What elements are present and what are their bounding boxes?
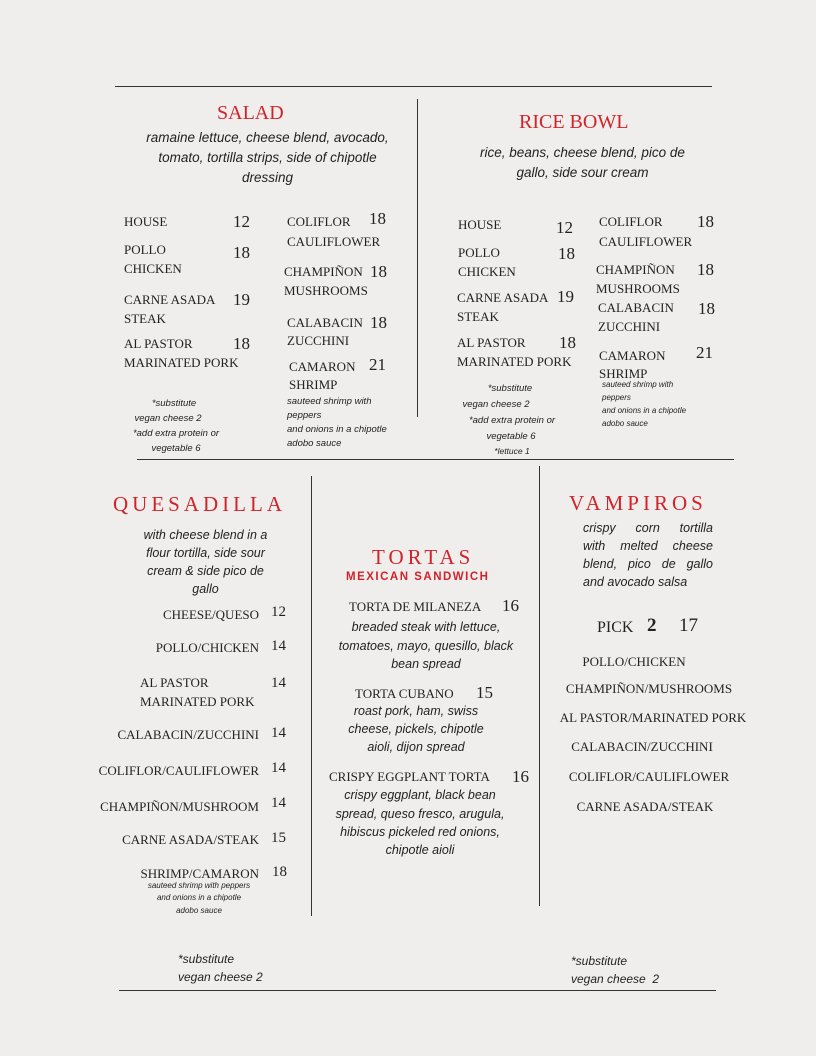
salad-note-2: vegan cheese 2 [134, 413, 202, 424]
salad-price-pollo: 18 [233, 243, 250, 262]
rice-price-camaron: 21 [696, 343, 713, 362]
rice-shrimp-note-4: adobo sauce [602, 419, 648, 428]
rice-note-2: vegan cheese 2 [462, 399, 530, 410]
quesadilla-tortas-divider [311, 476, 312, 916]
vampiros-item-coliflor: COLIFLOR/CAULIFLOWER [568, 769, 730, 784]
rice-item-coliflor-sub: CAULIFLOWER [599, 234, 693, 249]
torta-desc-eggplant-2: spread, queso fresco, arugula, [335, 807, 505, 821]
salad-item-house: HOUSE [124, 214, 168, 229]
quesadilla-price-pastor: 14 [271, 675, 286, 691]
rice-item-carne-sub: STEAK [457, 309, 499, 324]
salad-shrimp-note-1: sauteed shrimp with [287, 396, 372, 407]
rice-item-camaron: CAMARON [599, 348, 666, 363]
rice-item-calabacin: CALABACIN [598, 300, 674, 315]
quesadilla-price-champinon: 14 [271, 795, 286, 811]
quesadilla-note-1: *substitute [178, 952, 235, 966]
rice-item-pollo-sub: CHICKEN [458, 264, 516, 279]
top-rule [115, 86, 712, 87]
vampiros-item-carne: CARNE ASADA/STEAK [576, 799, 714, 814]
torta-desc-milaneza-1: breaded steak with lettuce, [351, 620, 501, 634]
salad-item-coliflor: COLIFLOR [287, 214, 351, 229]
torta-price-milaneza: 16 [502, 596, 519, 615]
salad-shrimp-note-4: adobo sauce [287, 438, 342, 449]
rice-item-carne: CARNE ASADA [457, 290, 549, 305]
salad-note-4: vegetable 6 [151, 443, 201, 454]
salad-title: SALAD [217, 102, 284, 124]
torta-desc-eggplant-1: crispy eggplant, black bean [344, 788, 496, 802]
quesadilla-item-pastor: AL PASTOR [140, 675, 209, 690]
vampiros-item-pastor: AL PASTOR/MARINATED PORK [559, 710, 747, 725]
bottom-rule [119, 990, 716, 991]
salad-item-pollo: POLLO [124, 242, 166, 257]
rice-item-pollo: POLLO [458, 245, 500, 260]
torta-desc-eggplant-4: chipotle aioli [385, 843, 455, 857]
rice-item-champinon-sub: MUSHROOMS [596, 281, 680, 296]
salad-item-pollo-sub: CHICKEN [124, 261, 182, 276]
rice-item-pastor-sub: MARINATED PORK [457, 354, 572, 369]
vampiros-pick-count: 2 [647, 615, 657, 636]
rice-note-5: *lettuce 1 [494, 446, 530, 456]
vampiros-item-champinon: CHAMPIÑON/MUSHROOMS [565, 681, 733, 696]
salad-shrimp-note-2: peppers [287, 410, 322, 421]
quesadilla-shrimp-note-1: sauteed shrimp with peppers [147, 881, 251, 890]
salad-price-camaron: 21 [369, 355, 386, 374]
salad-item-coliflor-sub: CAULIFLOWER [287, 234, 381, 249]
torta-price-cubano: 15 [476, 683, 493, 702]
salad-rice-divider [417, 99, 418, 417]
rice-shrimp-note-1: sauteed shrimp with [602, 380, 674, 389]
vampiros-pick-price: 17 [679, 615, 698, 636]
quesadilla-price-coliflor: 14 [271, 760, 286, 776]
torta-item-eggplant: CRISPY EGGPLANT TORTA [329, 769, 490, 784]
vampiros-desc-1: crispy corn tortilla [583, 521, 713, 535]
quesadilla-item-pollo: POLLO/CHICKEN [155, 640, 259, 655]
quesadilla-shrimp-note-2: and onions in a chipotle [156, 893, 242, 902]
quesadilla-price-calabacin: 14 [271, 725, 286, 741]
salad-item-champinon: CHAMPIÑON [284, 264, 363, 279]
quesadilla-item-champinon: CHAMPIÑON/MUSHROOM [100, 799, 259, 814]
quesadilla-item-coliflor: COLIFLOR/CAULIFLOWER [98, 763, 259, 778]
salad-item-pastor-sub: MARINATED PORK [124, 355, 239, 370]
rice-item-house: HOUSE [458, 217, 502, 232]
rice-bowl-description: rice, beans, cheese blend, pico de gallo, side sour cream [480, 145, 685, 180]
torta-desc-milaneza-2: tomatoes, mayo, quesillo, black [338, 639, 514, 653]
torta-desc-cubano-3: aioli, dijon spread [367, 740, 465, 754]
rice-item-pastor: AL PASTOR [457, 335, 526, 350]
rice-price-calabacin: 18 [698, 299, 715, 318]
salad-item-pastor: AL PASTOR [124, 336, 193, 351]
quesadilla-description: with cheese blend in a flour tortilla, side sour cream & side pico de gallo [143, 528, 268, 596]
salad-item-calabacin-sub: ZUCCHINI [287, 333, 350, 348]
quesadilla-item-shrimp: SHRIMP/CAMARON [140, 866, 259, 881]
salad-price-champinon: 18 [370, 262, 387, 281]
salad-note-1: *substitute [151, 398, 197, 409]
rice-item-camaron-sub: SHRIMP [599, 366, 648, 381]
rice-price-coliflor: 18 [697, 212, 714, 231]
quesadilla-item-queso: CHEESE/QUESO [162, 607, 259, 622]
vampiros-note-1: *substitute [571, 954, 628, 968]
vampiros-desc-2: with melted cheese [583, 539, 713, 553]
tortas-subtitle: MEXICAN SANDWICH [346, 571, 490, 583]
rice-price-carne: 19 [557, 287, 574, 306]
quesadilla-item-pastor-sub: MARINATED PORK [140, 694, 255, 709]
rice-bowl-title: RICE BOWL [519, 111, 629, 133]
quesadilla-price-carne: 15 [271, 830, 286, 846]
vampiros-title: VAMPIROS [569, 491, 707, 515]
torta-item-cubano: TORTA CUBANO [355, 686, 454, 701]
rice-note-1: *substitute [487, 383, 533, 394]
salad-price-calabacin: 18 [370, 313, 387, 332]
salad-item-camaron: CAMARON [289, 359, 356, 374]
rice-item-coliflor: COLIFLOR [599, 214, 663, 229]
rice-note-4: vegetable 6 [486, 431, 536, 442]
rice-price-house: 12 [556, 218, 573, 237]
torta-price-eggplant: 16 [512, 767, 529, 786]
quesadilla-item-carne: CARNE ASADA/STEAK [122, 832, 259, 847]
salad-shrimp-note-3: and onions in a chipotle [287, 424, 387, 435]
quesadilla-note-2: vegan cheese 2 [178, 970, 263, 984]
torta-item-milaneza: TORTA DE MILANEZA [349, 599, 482, 614]
torta-desc-eggplant-3: hibiscus pickeled red onions, [340, 825, 500, 839]
salad-price-pastor: 18 [233, 334, 250, 353]
salad-price-carne: 19 [233, 290, 250, 309]
rice-price-pollo: 18 [558, 244, 575, 263]
quesadilla-title: QUESADILLA [113, 492, 286, 516]
salad-price-coliflor: 18 [369, 209, 386, 228]
rice-item-champinon: CHAMPIÑON [596, 262, 675, 277]
salad-description: ramaine lettuce, cheese blend, avocado, tomato, tortilla strips, side of chipotle dressing [146, 130, 389, 185]
rice-shrimp-note-3: and onions in a chipotle [602, 406, 687, 415]
middle-rule [137, 459, 734, 460]
salad-item-camaron-sub: SHRIMP [289, 377, 338, 392]
quesadilla-price-pollo: 14 [271, 638, 286, 654]
tortas-title: TORTAS [372, 545, 475, 569]
rice-note-3: *add extra protein or [468, 415, 556, 426]
salad-item-calabacin: CALABACIN [287, 315, 363, 330]
torta-desc-cubano-2: cheese, pickels, chipotle [348, 722, 484, 736]
salad-price-house: 12 [233, 212, 250, 231]
quesadilla-item-calabacin: CALABACIN/ZUCCHINI [117, 727, 259, 742]
rice-price-champinon: 18 [697, 260, 714, 279]
vampiros-note-2: vegan cheese 2 [571, 972, 660, 986]
salad-item-champinon-sub: MUSHROOMS [284, 283, 368, 298]
rice-shrimp-note-2: peppers [602, 393, 631, 402]
quesadilla-price-queso: 12 [271, 604, 286, 620]
vampiros-pick-label: PICK [597, 619, 634, 636]
quesadilla-shrimp-note-3: adobo sauce [176, 906, 222, 915]
vampiros-item-pollo: POLLO/CHICKEN [582, 654, 686, 669]
quesadilla-price-shrimp: 18 [272, 864, 287, 880]
vampiros-item-calabacin: CALABACIN/ZUCCHINI [571, 739, 713, 754]
vampiros-desc-4: and avocado salsa [583, 575, 688, 589]
torta-desc-milaneza-3: bean spread [391, 657, 461, 671]
rice-item-calabacin-sub: ZUCCHINI [598, 319, 661, 334]
salad-note-3: *add extra protein or [132, 428, 220, 439]
vampiros-desc-3: blend, pico de gallo [583, 557, 713, 571]
torta-desc-cubano-1: roast pork, ham, swiss [353, 704, 479, 718]
salad-item-carne-sub: STEAK [124, 311, 166, 326]
rice-price-pastor: 18 [559, 333, 576, 352]
salad-item-carne: CARNE ASADA [124, 292, 216, 307]
